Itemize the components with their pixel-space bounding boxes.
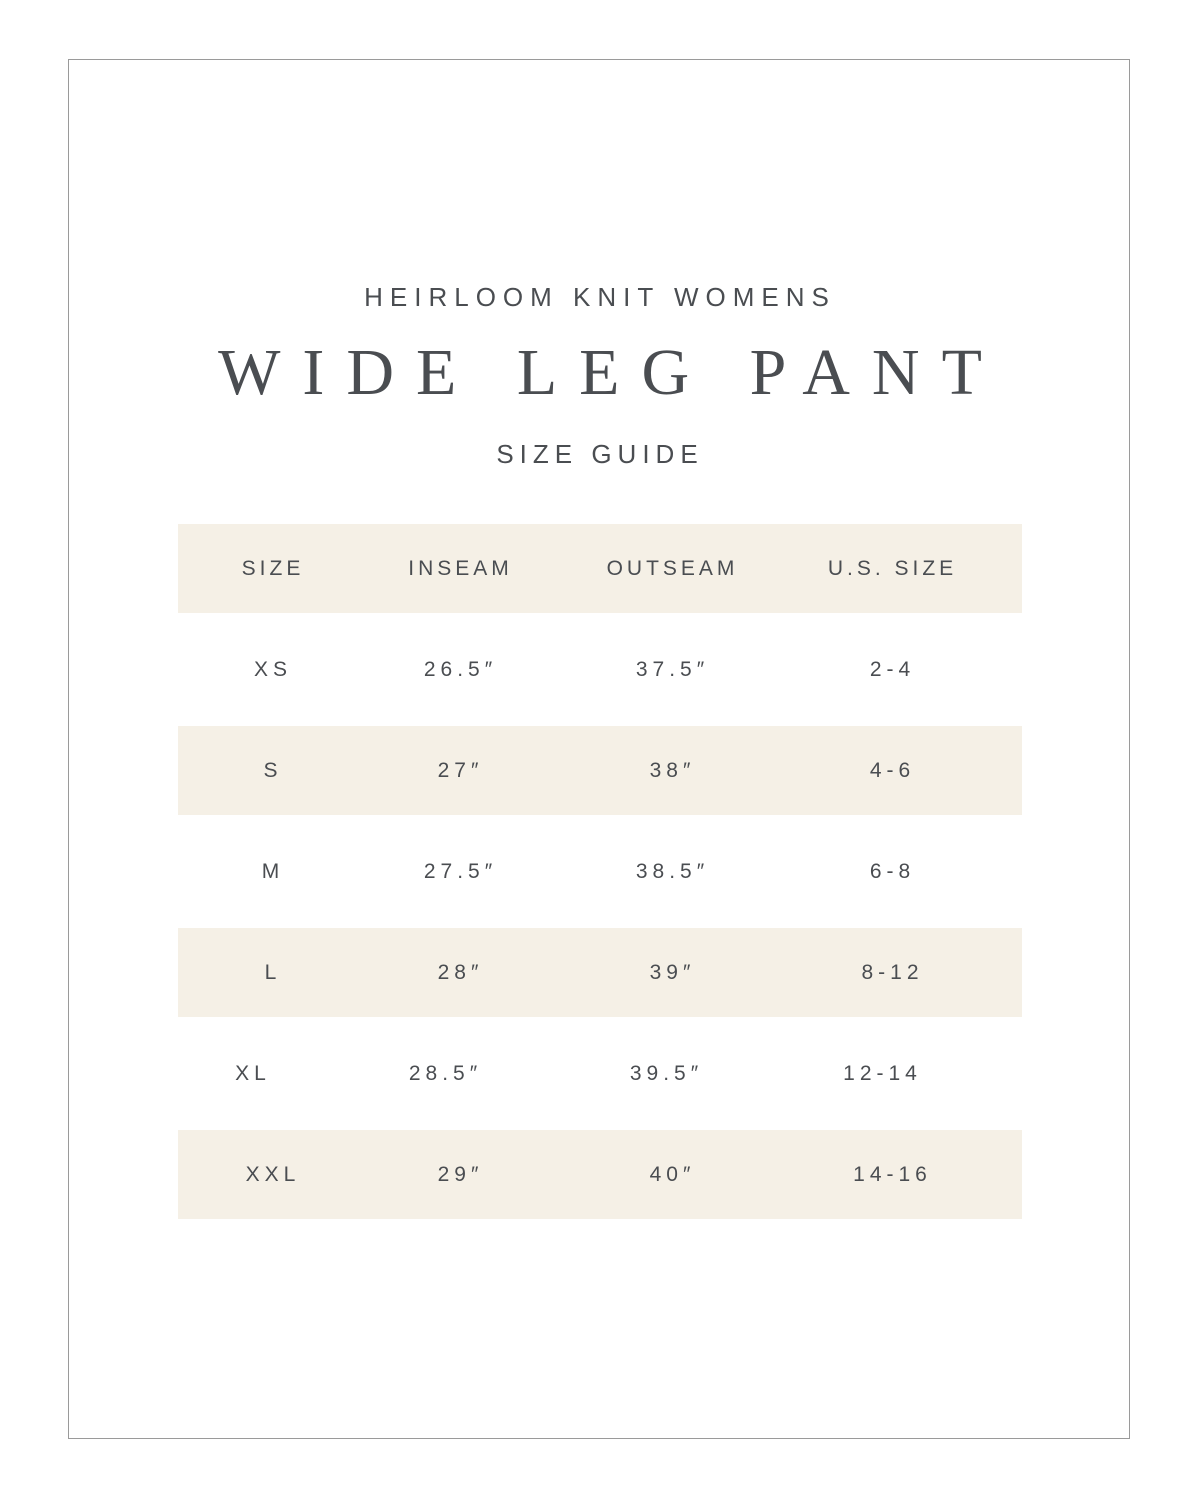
column-header-outseam: OUTSEAM [606,557,739,580]
table-row [178,726,1022,815]
table-row [178,625,1022,714]
us-size-cell: 12-14 [843,1062,922,1085]
outseam-cell: 40″ [649,1163,696,1186]
table-row [178,1029,1022,1118]
us-size-cell: 4-6 [869,759,916,782]
us-size-cell: 6-8 [869,860,916,883]
size-cell: L [264,961,282,984]
inseam-cell: 29″ [437,1163,484,1186]
table-row [178,928,1022,1017]
size-table [178,524,1022,1231]
page-subtitle: SIZE GUIDE [496,439,704,469]
inseam-cell: 26.5″ [423,658,498,681]
us-size-cell: 2-4 [869,658,916,681]
inseam-cell: 28.5″ [408,1062,483,1085]
column-header-us-size: U.S. SIZE [827,557,958,580]
size-cell: XXL [245,1163,301,1186]
inseam-cell: 27.5″ [423,860,498,883]
outseam-cell: 39.5″ [629,1062,704,1085]
page-title: WIDE LEG PANT [218,336,1004,409]
table-row [178,827,1022,916]
size-cell: M [261,860,285,883]
table-row [178,1130,1022,1219]
outseam-cell: 38″ [649,759,696,782]
inseam-cell: 27″ [437,759,484,782]
column-header-size: SIZE [241,557,305,580]
size-cell: XL [235,1062,271,1085]
us-size-cell: 14-16 [853,1163,932,1186]
outseam-cell: 39″ [649,961,696,984]
size-cell: XS [253,658,292,681]
outseam-cell: 38.5″ [635,860,710,883]
inseam-cell: 28″ [437,961,484,984]
outseam-cell: 37.5″ [635,658,710,681]
brand-kicker: HEIRLOOM KNIT WOMENS [364,282,836,312]
table-header-row [178,524,1022,613]
us-size-cell: 8-12 [861,961,924,984]
column-header-inseam: INSEAM [408,557,513,580]
size-cell: S [263,759,283,782]
